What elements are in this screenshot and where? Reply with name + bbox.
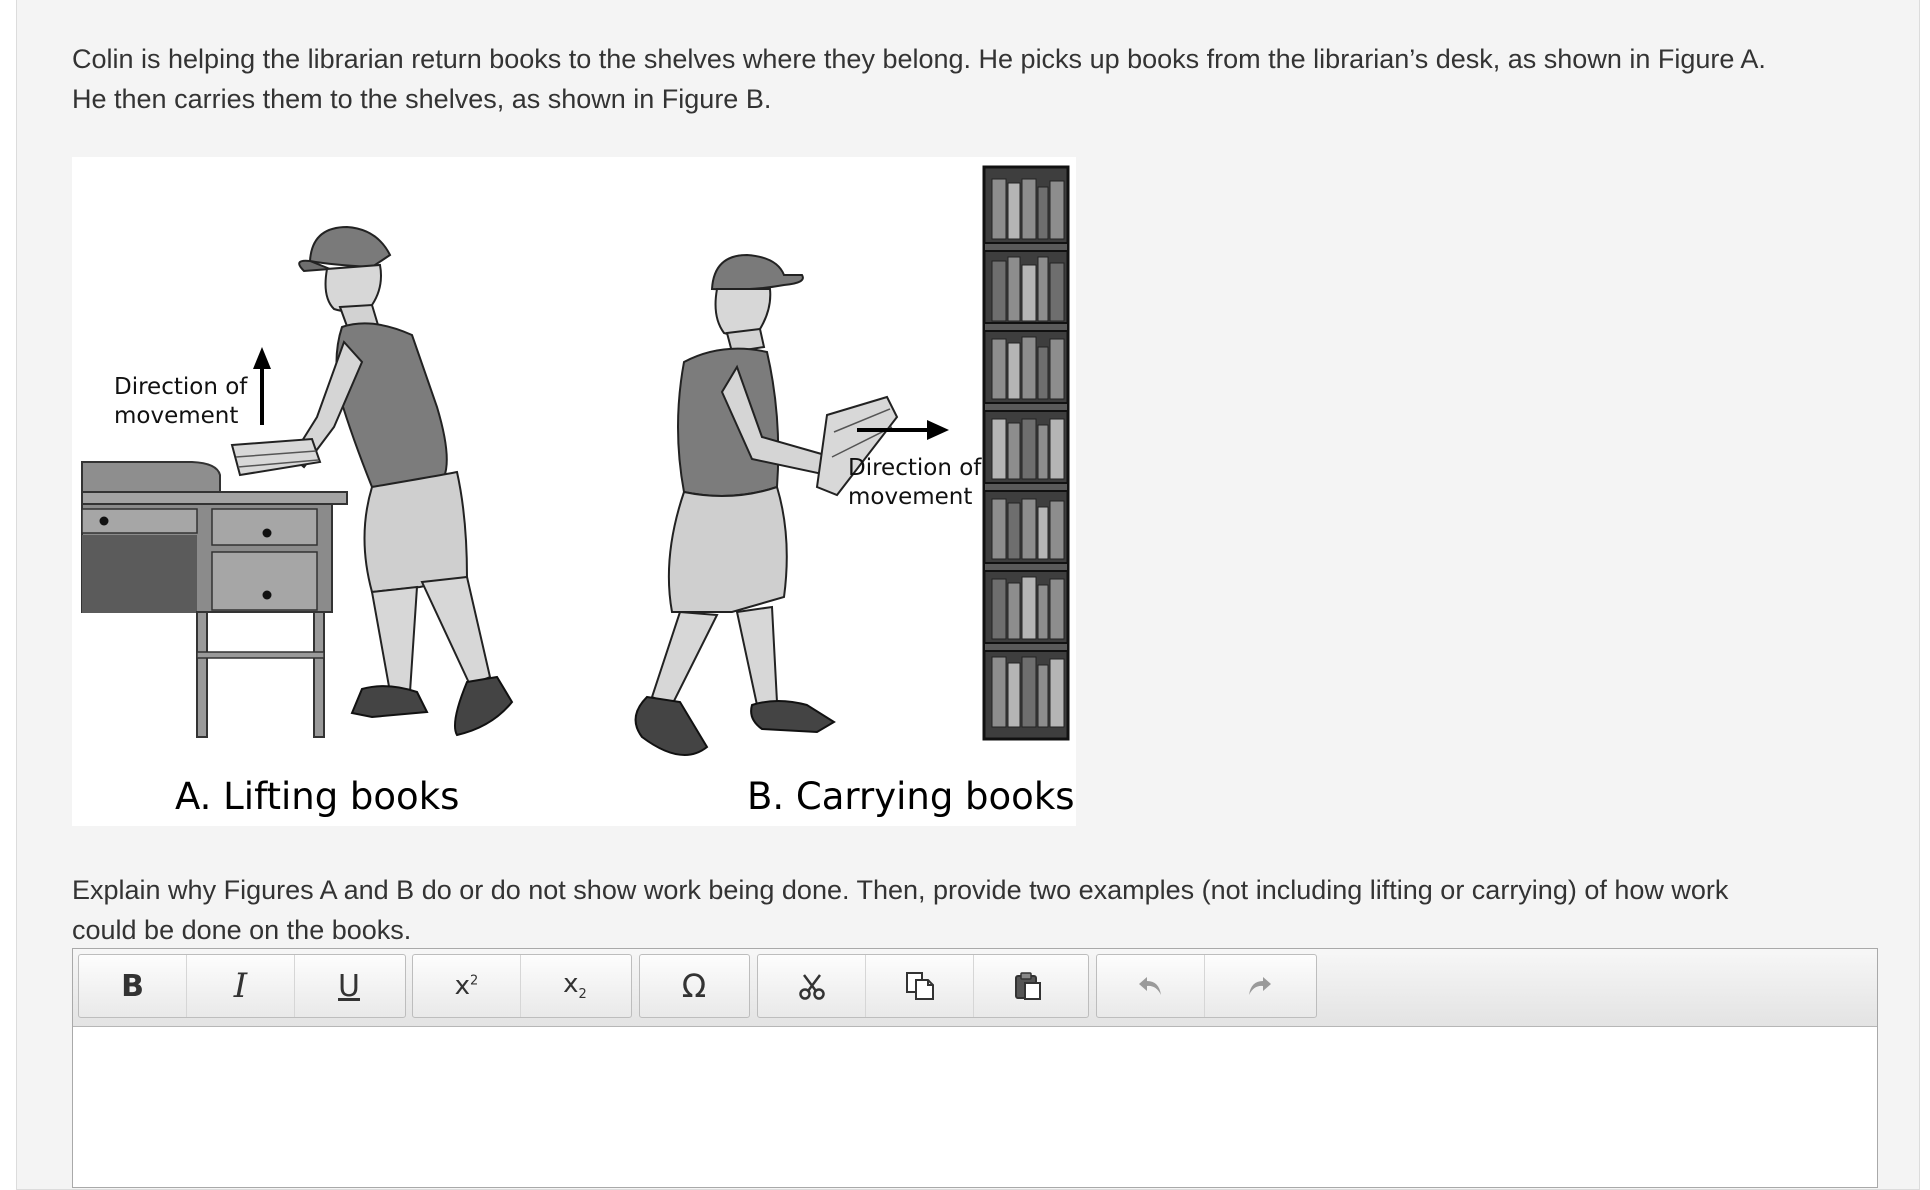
question-intro <box>72 39 1902 119</box>
undo-icon <box>1136 971 1166 1001</box>
answer-editor <box>72 948 1878 1188</box>
copy-button[interactable] <box>866 955 974 1017</box>
question-intro-line-2: He then carries them to the shelves, as shown in Figure B. <box>72 84 772 114</box>
direction-label-b-line-1: Direction of <box>848 455 982 481</box>
omega-icon: Ω <box>681 967 707 1005</box>
superscript-mark: 2 <box>470 973 479 989</box>
italic-button[interactable] <box>187 955 295 1017</box>
direction-label-a-line-1: Direction of <box>114 374 248 400</box>
caption-figure-b: B. Carrying books <box>747 775 1075 818</box>
direction-label-b <box>848 454 981 512</box>
script-group <box>412 954 632 1018</box>
undo-button[interactable] <box>1097 955 1205 1017</box>
direction-label-a <box>114 373 247 431</box>
direction-label-b-line-2: movement <box>848 484 973 510</box>
redo-button[interactable] <box>1205 955 1313 1017</box>
desk-illustration <box>82 462 347 737</box>
redo-icon <box>1244 971 1274 1001</box>
copy-icon <box>904 970 936 1002</box>
direction-label-a-line-2: movement <box>114 403 239 429</box>
format-group <box>78 954 406 1018</box>
special-character-button[interactable] <box>640 955 748 1017</box>
caption-figure-a: A. Lifting books <box>175 775 460 818</box>
superscript-base: x <box>454 971 471 1001</box>
subscript-base: x <box>563 969 579 1000</box>
bookshelf-illustration <box>984 167 1068 739</box>
figure-lifting-carrying <box>72 157 1076 826</box>
question-prompt-line-2: could be done on the books. <box>72 915 412 945</box>
cut-button[interactable] <box>758 955 866 1017</box>
superscript-icon <box>455 971 479 1001</box>
question-prompt-line-1: Explain why Figures A and B do or do not show work being done. Then, provide two examples (not including lifting or carrying) of how work <box>72 875 1729 905</box>
underline-icon: U <box>338 968 360 1004</box>
bold-icon: B <box>121 968 144 1004</box>
question-intro-line-1: Colin is helping the librarian return books to the shelves where they belong. He picks up books from the librarian’s desk, as shown in Figure A. <box>72 44 1766 74</box>
paste-icon <box>1012 970 1044 1002</box>
question-prompt <box>72 870 1902 950</box>
italic-icon: I <box>233 966 248 1006</box>
paste-button[interactable] <box>974 955 1082 1017</box>
question-panel <box>16 0 1920 1190</box>
bold-button[interactable] <box>79 955 187 1017</box>
scissors-icon <box>797 971 827 1001</box>
person-lifting <box>232 227 512 735</box>
editor-toolbar <box>73 949 1877 1027</box>
subscript-icon <box>563 969 587 1002</box>
subscript-button[interactable] <box>521 955 629 1017</box>
answer-text-area[interactable] <box>73 1027 1877 1187</box>
special-char-group <box>639 954 750 1018</box>
subscript-mark: 2 <box>578 987 587 1003</box>
clipboard-group <box>757 954 1089 1018</box>
history-group <box>1096 954 1317 1018</box>
superscript-button[interactable] <box>413 955 521 1017</box>
underline-button[interactable] <box>295 955 403 1017</box>
